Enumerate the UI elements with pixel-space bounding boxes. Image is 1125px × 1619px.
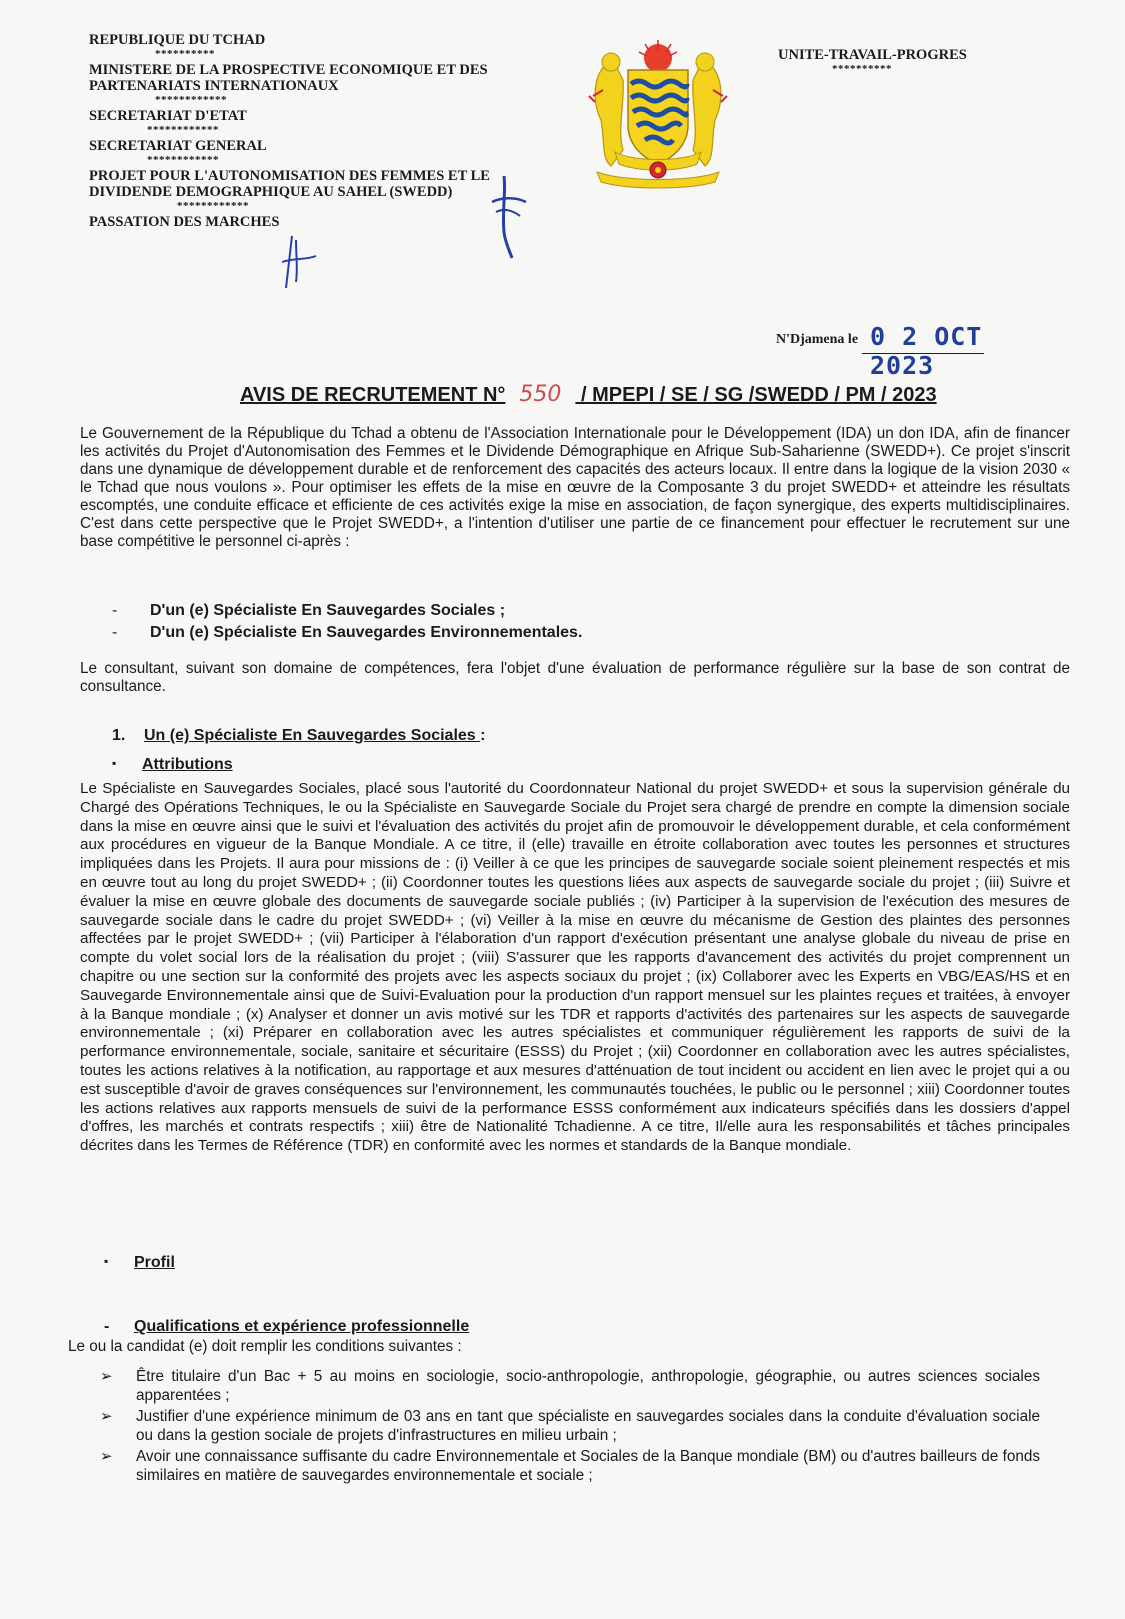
notice-number: 550 (519, 382, 562, 407)
list-item (100, 1448, 1040, 1485)
separator-stars: ********** (155, 48, 215, 60)
list-item (100, 1408, 1040, 1445)
national-motto (778, 47, 998, 77)
profile-title: Profil (134, 1254, 175, 1271)
notice-title (240, 382, 937, 407)
date-underline (862, 353, 984, 354)
arrow-bullet-icon: ➢ (100, 1448, 113, 1465)
list-item (112, 600, 812, 622)
attributions-heading (112, 756, 233, 774)
position-environmental: D'un (e) Spécialiste En Sauvegardes Environnementales. (150, 624, 583, 641)
motto-text: UNITE-TRAVAIL-PROGRES (778, 47, 967, 63)
bullet-dash: - (104, 1318, 110, 1335)
qualifications-heading (104, 1318, 469, 1336)
condition-text: Justifier d'une expérience minimum de 03 ans en tant que spécialiste en sauvegardes sociales dans la conduite d'évaluation sociale ou dans la gestion sociale de projets d'infrastructures en milieu urbain ; (136, 1408, 1040, 1444)
consultant-paragraph: Le consultant, suivant son domaine de compétences, fera l'objet d'une évaluation de performance régulière sur la base de son contrat de consultance. (80, 660, 1070, 695)
section-heading (112, 727, 485, 745)
separator-stars: ************ (155, 94, 227, 106)
bullet-dash: - (112, 624, 118, 641)
square-bullet-icon: ▪ (104, 1254, 109, 1268)
arrow-bullet-icon: ➢ (100, 1368, 113, 1385)
separator-stars: ********** (832, 63, 892, 75)
conditions-intro: Le ou la candidat (e) doit remplir les conditions suivantes : (68, 1338, 462, 1355)
ministry-header (89, 32, 529, 230)
list-item (112, 622, 812, 644)
section-title: Un (e) Spécialiste En Sauvegardes Sociales (144, 727, 481, 744)
position-social: D'un (e) Spécialiste En Sauvegardes Sociales ; (150, 602, 506, 619)
profile-heading (104, 1254, 175, 1272)
separator-stars: ************ (177, 200, 249, 212)
date-stamp: 0 2 OCT 2023 (870, 322, 983, 380)
separator-stars: ************ (147, 154, 219, 166)
square-bullet-icon: ▪ (112, 756, 117, 770)
title-suffix: / MPEPI / SE / SG /SWEDD / PM / 2023 (575, 384, 937, 406)
header-country: REPUBLIQUE DU TCHAD (89, 32, 266, 48)
header-secretariat-etat: SECRETARIAT D'ETAT (89, 108, 247, 124)
section-colon: : (480, 727, 486, 744)
intro-paragraph: Le Gouvernement de la République du Tchad a obtenu de l'Association Internationale pour le Développement (IDA) un don IDA, afin de financer les activités du Projet d'Autonomisation des Femmes et le Dividende Démographique en Afrique Sub-Saharienne (SWEDD+). Ce projet s'inscrit dans une dynamique de développement durable et de renforcement des capacités des acteurs locaux. Il entre dans la logique de la vision 2030 « le Tchad que nous voulons ». Pour optimiser les effets de la mise en œuvre de la Composante 3 du projet SWEDD+ et atteindre les résultats escomptés, une conduite efficace et efficiente de ces activités exige la mise en association, de façon synergique, des experts multidisciplinaires. C'est dans cette perspective que le Projet SWEDD+, a l'intention d'utiliser une partie de ce financement pour effectuer le recrutement sur une base compétitive le personnel ci-après : (80, 425, 1070, 550)
separator-stars: ************ (147, 124, 219, 136)
date-line (776, 322, 986, 380)
header-project: PROJET POUR L'AUTONOMISATION DES FEMMES ET LE DIVIDENDE DEMOGRAPHIQUE AU SAHEL (SWEDD) (89, 168, 490, 200)
condition-text: Être titulaire d'un Bac + 5 au moins en sociologie, socio-anthropologie, anthropologie, géographie, ou autres sciences sociales apparentées ; (136, 1368, 1040, 1404)
handwritten-initial-mark (490, 172, 530, 262)
bullet-dash: - (112, 602, 118, 619)
header-procurement: PASSATION DES MARCHES (89, 214, 280, 230)
list-item (100, 1368, 1040, 1405)
conditions-list (100, 1368, 1040, 1488)
arrow-bullet-icon: ➢ (100, 1408, 113, 1425)
attributions-paragraph: Le Spécialiste en Sauvegardes Sociales, placé sous l'autorité du Coordonnateur National du projet SWEDD+ et sous la supervision générale du Chargé des Opérations Techniques, le ou la Spécialiste en Sauvegarde Sociale du Projet sera chargé de prendre en compte la dimension sociale dans la mise en œuvre ainsi que le suivi et l'évaluation des activités du projet afin de promouvoir le développement durable, et cela conformément aux procédures en vigueur de la Banque Mondiale. A ce titre, il (elle) travaille en étroite collaboration avec toutes les personnes et structures impliquées dans les Projets. Il aura pour missions de : (i) Veiller à ce que les principes de sauvegarde sociale soient pleinement respectés et mis en œuvre tout au long du projet SWEDD+ ; (ii) Coordonner toutes les questions liées aux aspects de sauvegarde sociale du projet ; (iii) Suivre et évaluer la mise en œuvre globale des documents de sauvegarde sociale publiés ; (iv) Participer à la supervision de l'exécution des mesures de sauvegarde sociale dans le cadre du projet SWEDD+ ; (vi) Veiller à la mise en œuvre du mécanisme de Gestion des plaintes des personnes affectées par le projet SWEDD+ ; (vii) Participer à l'élaboration d'un rapport d'exécution présentant une analyse globale du niveau de prise en compte du volet social lors de la réalisation du projet ; (viii) S'assurer que les rapports d'avancement des activités du projet comprennent un chapitre ou une section sur la conformité des projets avec les aspects sociaux du projet ; (ix) Collaborer avec les Experts en VBG/EAS/HS et en Sauvegarde Environnementale ainsi que de Suivi-Evaluation pour la production d'un rapport mensuel sur les plaintes reçues et traitées, à envoyer à la Banque mondiale ; (x) Analyser et donner un avis motivé sur les TDR et rapports d'activités des partenaires sur les aspects de sauvegarde environnementale ; (xi) Préparer en collaboration avec les autres spécialistes et communiquer régulièrement les rapports de suivi de la performance environnementale, sociale, sanitaire et sécuritaire (ESSS) du Projet ; (xii) Coordonner en collaboration avec les autres spécialistes, toutes les actions relatives à la notification, au rapportage et aux mesures d'atténuation de tout incident ou accident en lien avec le projet qui a ou est susceptible d'avoir de graves conséquences sur l'environnement, les communautés touchées, le public ou le personnel ; xiii) Coordonner toutes les actions relatives aux rapports mensuels de suivi de la performance ESSS conformément aux indicateurs spécifiés dans les dossiers d'appel d'offres, les marchés et contrats respectifs ; xiii) être de Nationalité Tchadienne. A ce titre, Il/elle aura les responsabilités et tâches principales décrites dans les Termes de Référence (TDR) en conformité avec les normes et standards de la Banque mondiale. (80, 780, 1070, 1155)
positions-list (112, 600, 812, 644)
handwritten-signature-mark (282, 232, 322, 292)
title-prefix: AVIS DE RECRUTEMENT N° (240, 384, 506, 406)
condition-text: Avoir une connaissance suffisante du cadre Environnementale et Sociales de la Banque mondiale (BM) ou d'autres bailleurs de fonds similaires en matière de sauvegardes environnementale et sociale ; (136, 1448, 1040, 1484)
coat-of-arms-emblem (583, 40, 733, 195)
attributions-title: Attributions (142, 756, 233, 773)
section-number: 1. (112, 727, 126, 744)
date-label: N'Djamena le (776, 332, 859, 347)
header-ministry: MINISTERE DE LA PROSPECTIVE ECONOMIQUE ET DES PARTENARIATS INTERNATIONAUX (89, 62, 488, 94)
header-secretariat-general: SECRETARIAT GENERAL (89, 138, 267, 154)
qualifications-title: Qualifications et expérience professionnelle (134, 1318, 470, 1335)
